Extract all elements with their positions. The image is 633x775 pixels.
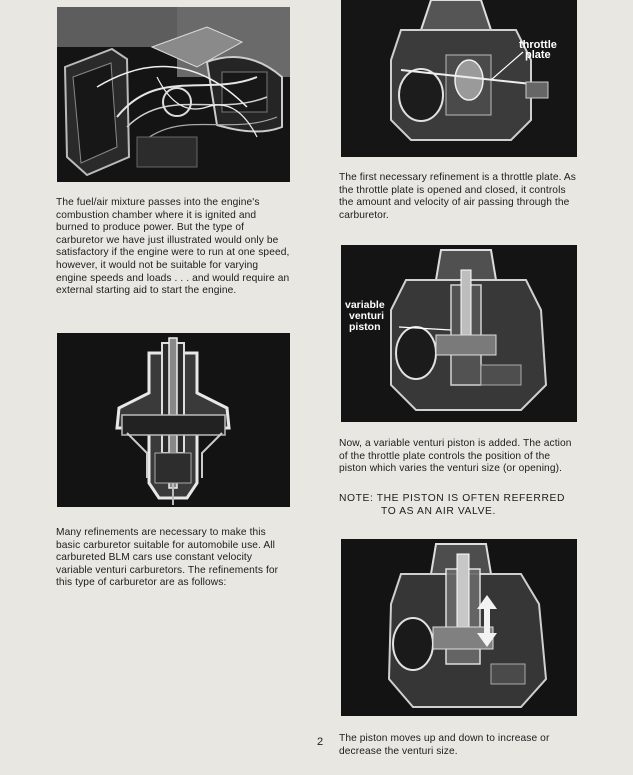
throttle-plate-diagram	[341, 0, 577, 157]
intro-paragraph: The fuel/air mixture passes into the engine's combustion chamber where it is ignited and burned to produce power. But the type of carburetor we have just illustrated would only be satisfactory if the engine were to run at one speed, however, it would not be suitable for varying engine speeds and loads . . . and would require an external starting aid to start the engine.	[56, 197, 290, 297]
venturi-piston-diagram	[341, 245, 577, 422]
throttle-plate-label-line-1: throttle	[519, 39, 557, 51]
venturi-piston-label-line-2: venturi	[349, 310, 385, 322]
note-line-2: TO AS AN AIR VALVE.	[381, 506, 496, 517]
piston-movement-diagram	[341, 539, 577, 716]
throttle-plate-photo	[341, 0, 577, 157]
page-number: 2	[317, 736, 324, 748]
refinements-paragraph: Many refinements are necessary to make this basic carburetor suitable for automobile use. All carbureted BLM cars use constant velocity variable venturi carburetors. The refinements for this type of carburetor are as follows:	[56, 527, 279, 589]
venturi-piston-photo	[341, 245, 577, 422]
basic-carburetor-photo	[57, 333, 290, 507]
throttle-paragraph: The first necessary refinement is a throttle plate. As the throttle plate is opened and closed, it controls the amount and velocity of air passing through the carburetor.	[339, 172, 576, 221]
note-line-1: NOTE: THE PISTON IS OFTEN REFERRED	[339, 493, 565, 504]
piston-movement-paragraph: The piston moves up and down to increase or decrease the venturi size.	[339, 733, 550, 757]
venturi-piston-label-line-3: piston	[349, 321, 381, 333]
air-valve-note	[339, 492, 589, 518]
engine-illustration	[57, 7, 290, 182]
piston-movement-photo	[341, 539, 577, 716]
venturi-paragraph: Now, a variable venturi piston is added. The action of the throttle plate controls the position of the piston which varies the venturi size (or opening).	[339, 438, 572, 475]
venturi-piston-label-line-1: variable	[345, 299, 385, 311]
basic-carburetor-diagram	[57, 333, 290, 507]
engine-photo	[57, 7, 290, 182]
throttle-plate-label-line-2: plate	[525, 49, 551, 61]
